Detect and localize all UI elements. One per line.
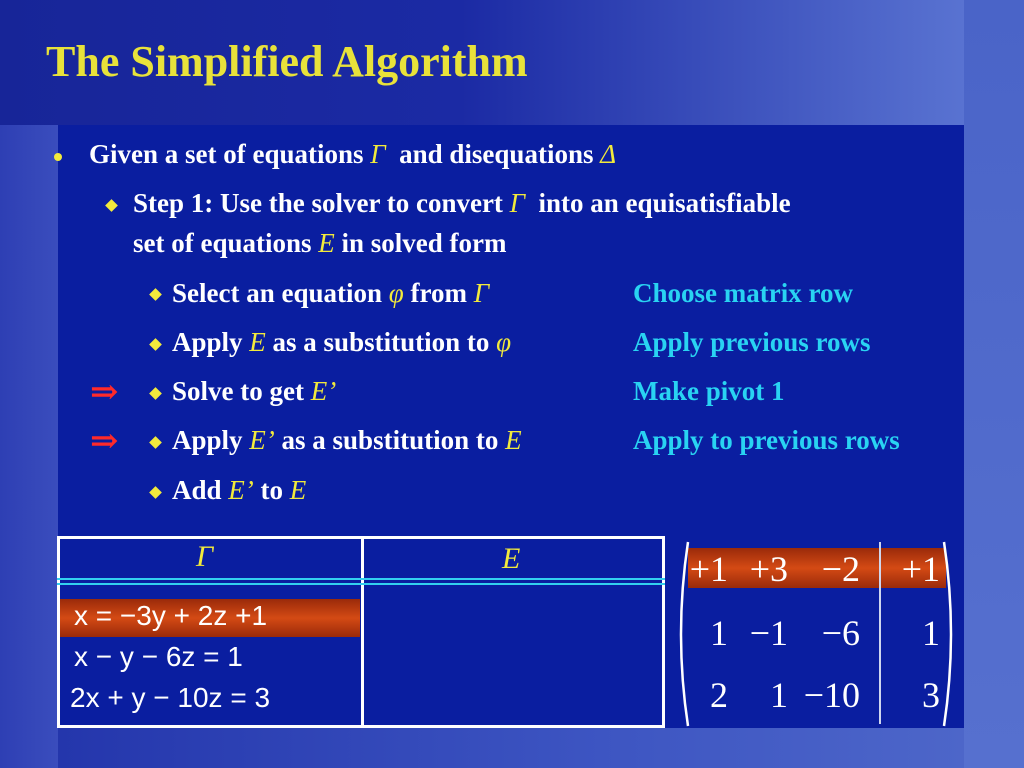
matrix-cell: +3 [749,549,788,589]
left-decor-strip [0,125,58,768]
matrix-cell: +1 [689,549,728,589]
table-header-rule [57,583,665,585]
matrix-cell: 1 [710,613,728,653]
table-header-rule [57,578,665,580]
table-column-divider [361,536,364,728]
matrix-cell: −6 [821,613,860,653]
step1-line1: Step 1: Use the solver to convert Γ into an equisatisfiable [133,188,791,218]
equation-row: 2x + y − 10z = 3 [70,682,271,713]
slide-title: The Simplified Algorithm [46,37,528,86]
matrix-cell: 3 [922,675,940,715]
equation-row: x − y − 6z = 1 [74,641,243,672]
table-header-e: E [502,542,521,575]
matrix-cell: −10 [803,675,860,715]
substep-apply-e: Apply E as a substitution to φ [172,327,512,357]
implies-arrow-icon: ⇒ [90,423,119,460]
step1-line2: set of equations E in solved form [133,228,507,258]
substep-add: Add E’ to E [172,475,307,505]
matrix-cell: 1 [922,613,940,653]
bottom-decor-bar [58,728,964,768]
implies-arrow-icon: ⇒ [90,374,119,411]
right-decor-bar [964,0,1024,768]
equation-row: x = −3y + 2z +1 [74,600,268,631]
note-apply-to-previous: Apply to previous rows [633,425,900,455]
note-make-pivot: Make pivot 1 [633,376,785,406]
table-header-gamma: Γ [196,540,214,573]
matrix-cell: 1 [770,675,788,715]
note-choose-row: Choose matrix row [633,278,853,308]
matrix-cell: +1 [901,549,940,589]
substep-apply-eprime: Apply E’ as a substitution to E [172,425,522,455]
substep-solve: Solve to get E’ [172,376,337,406]
matrix-cell: −1 [749,613,788,653]
bullet-dot [54,153,62,161]
note-apply-previous: Apply previous rows [633,327,871,357]
substep-select: Select an equation φ from Γ [172,278,490,308]
matrix-cell: −2 [821,549,860,589]
matrix-cell: 2 [710,675,728,715]
bullet-given: Given a set of equations Γ and disequations Δ [89,139,617,169]
